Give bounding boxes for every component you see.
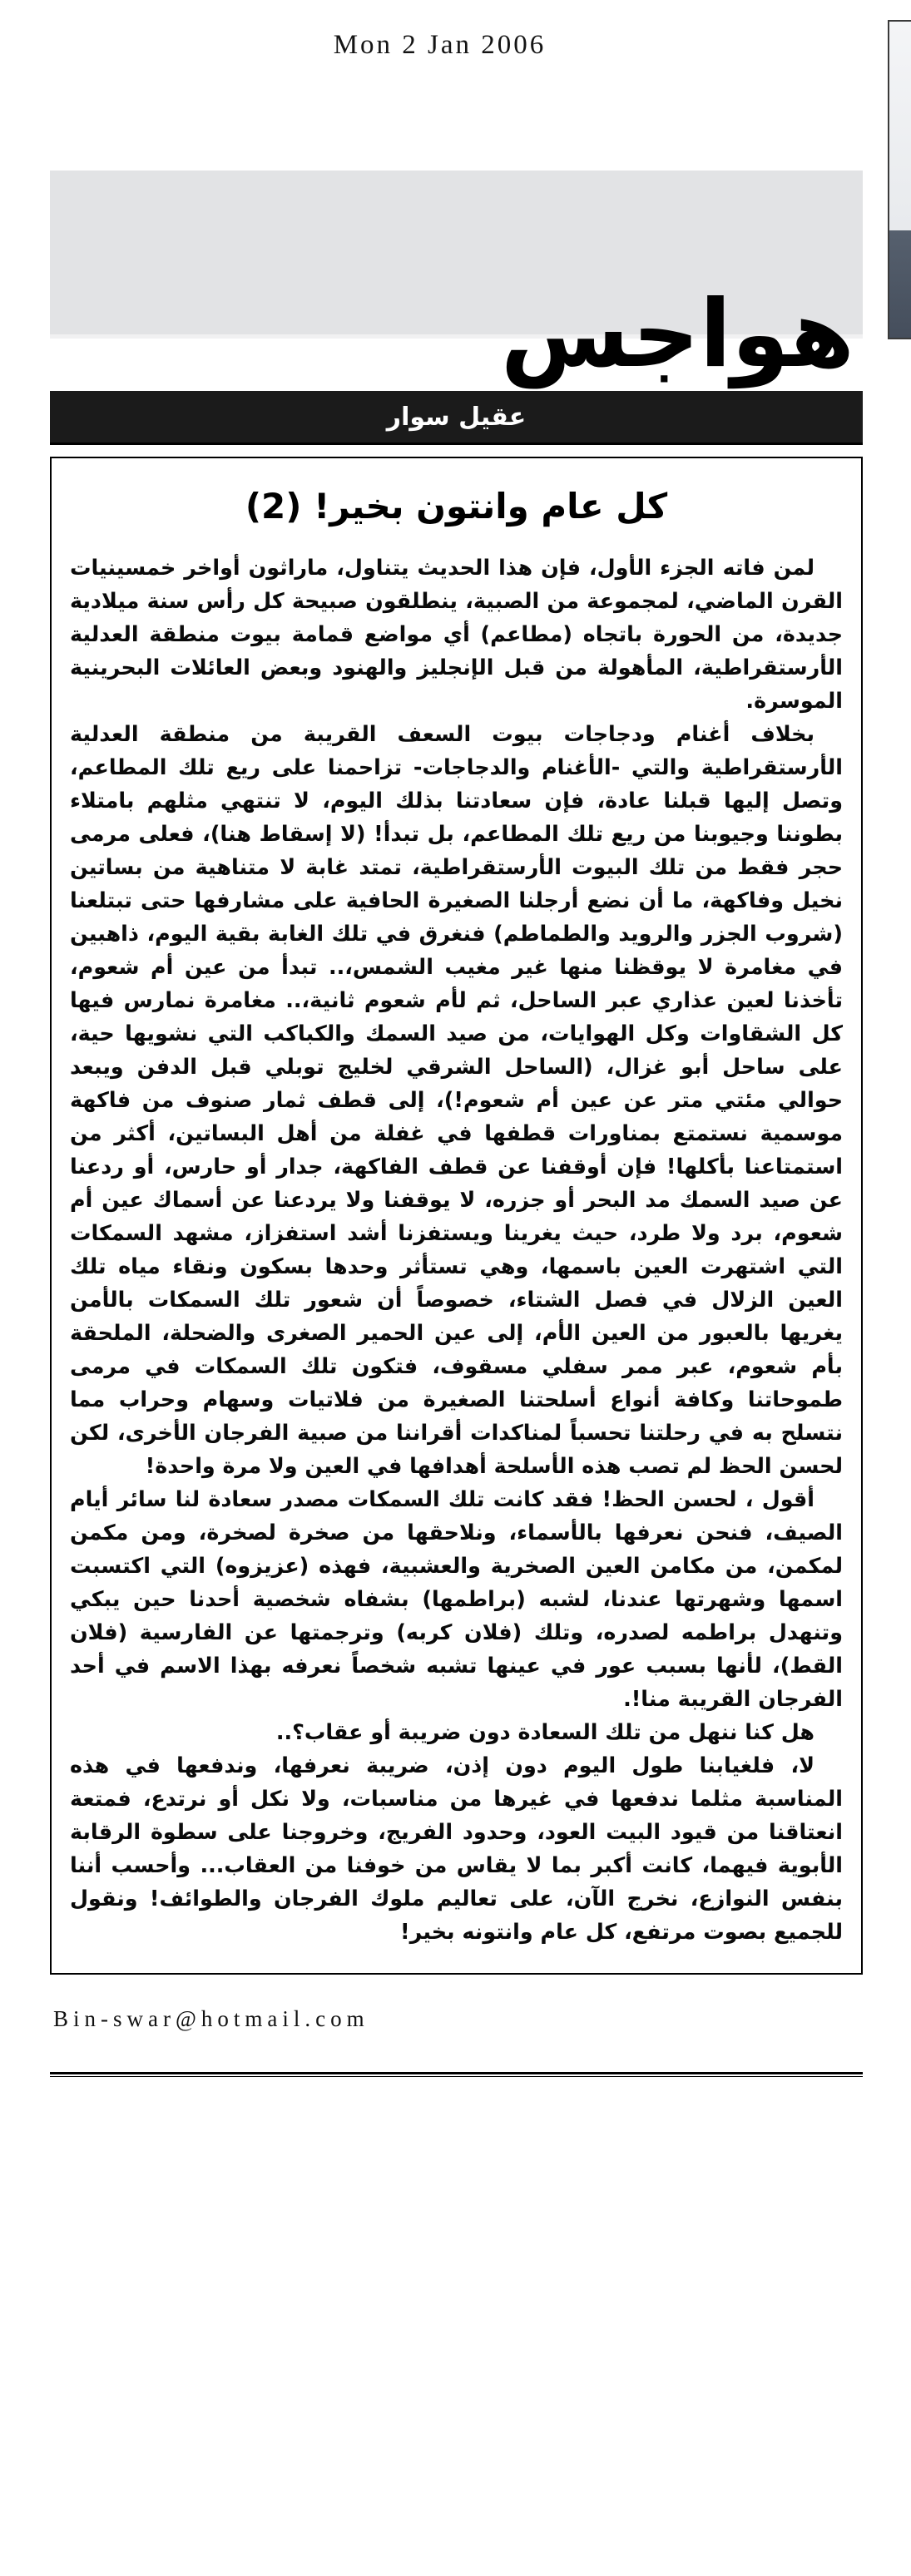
author-portrait-image <box>889 22 911 338</box>
author-byline-bar <box>50 391 863 445</box>
masthead <box>50 0 863 391</box>
article-body <box>70 551 843 1948</box>
publication-date-line <box>50 0 863 61</box>
article-paragraph: لا، فلغيابنا طول اليوم دون إذن، ضريبة نعرفها، وندفعها في هذه المناسبة مثلما ندفعها في غيرها من مناسبات، ولا نكل أو نرتدع، فمتعة انعتاقنا من قيود البيت العود، وحدود الفريج، وخروجنا على سطوة الرقابة الأبوية فيهما، كانت أكبر بما لا يقاس من خوفنا من العقاب... وأحسب أننا بنفس النوازع، نخرج الآن، على تعاليم ملوك الفرجان والطوائف! ونقول للجميع بصوت مرتفع، كل عام وانتونه بخير! <box>70 1752 843 1944</box>
article-paragraph: بخلاف أغنام ودجاجات بيوت السعف القريبة من منطقة العدلية الأرستقراطية والتي -الأغنام والدجاجات- تزاحمنا على ريع تلك المطاعم، وتصل إليها قبلنا عادة، فإن سعادتنا بذلك اليوم، لا تنتهي مثلهم بامتلاء بطوننا وجيوبنا من ريع تلك المطاعم، بل تبدأ! (لا إسقاط هنا)، فعلى مرمى حجر فقط من تلك البيوت الأرستقراطية، تمتد غابة لا متناهية من بساتين نخيل وفاكهة، ما أن نضع أرجلنا الصغيرة الحافية على مشارفها حتى تبتلعنا (شروب الجزر والرويد والطماطم) فنغرق في تلك الغابة بقية اليوم، ذاهبين في مغامرة لا يوقظنا منها غير مغيب الشمس،.. تبدأ من عين أم شعوم، تأخذنا لعين عذاري عبر الساحل، ثم لأم شعوم ثانية،.. مغامرة نمارس فيها كل الشقاوات وكل الهوايات، من صيد السمك والكباكب التي نشويها حية، على ساحل أبو غزال، (الساحل الشرقي لخليج توبلي قبل الدفن ويبعد حوالي مئتي متر عن عين أم شعوم!)، إلى قطف ثمار صنوف من فاكهة موسمية نستمتع بمناورات قطفها في غفلة من أهل البساتين، أكثر من استمتاعنا بأكلها! فإن أوقفنا عن قطف الفاكهة، جدار أو حارس، أو ردعنا عن صيد السمك مد البحر أو جزره، لا يوقفنا ولا يردعنا عن أسماك عين أم شعوم، برد ولا طرد، حيث يغرينا ويستفزنا أشد استفزاز، مشهد السمكات التي اشتهرت العين باسمها، وهي تستأثر وحدها بسكون ونقاء مياه تلك العين الزلال في فصل الشتاء، خصوصاً أن شعور تلك السمكات بالأمن يغريها بالعبور من العين الأم، إلى عين الحمير الصغرى والضحلة، الملحقة بأم شعوم، عبر ممر سفلي مسقوف، فتكون تلك السمكات في مرمى طموحاتنا وكافة أنواع أسلحتنا الصغيرة من فلاتيات وسهام وحراب مما نتسلح به في رحلتنا تحسباً لمناكدات أقراننا من صبية الفرجان الأخرى، لكن لحسن الحظ لم تصب هذه الأسلحة أهدافها في العين ولا مرة واحدة! <box>70 720 843 1478</box>
article-container <box>50 457 863 1975</box>
footer-divider-thin <box>50 2076 863 2077</box>
author-name: عقيل سوار <box>386 402 527 432</box>
article-paragraph: لمن فاته الجزء الأول، فإن هذا الحديث يتناول، ماراثون أواخر خمسينيات القرن الماضي، لمجموعة من الصبية، ينطلقون صبيحة كل رأس سنة ميلادية جديدة، من الحورة باتجاه (مطاعم) أي مواضع قمامة بيوت منطقة العدلية الأرستقراطية، المأهولة من قبل الإنجليز والهنود وبعض العائلات البحرينية الموسرة. <box>70 554 843 713</box>
author-email[interactable]: Bin-swar@hotmail.com <box>53 2005 369 2031</box>
article-paragraph: أقول ، لحسن الحظ! فقد كانت تلك السمكات مصدر سعادة لنا سائر أيام الصيف، فنحن نعرفها بالأسماء، ونلاحقها من صخرة لصخرة، ومن مكمن لمكمن، من مكامن العين الصخرية والعشبية، فهذه (عزيزوه) التي اكتسبت اسمها وشهرتها عندنا، لشبه (براطمها) بشفاه شخصية أحدنا حين يبكي وتنهدل براطمه لصدره، وتلك (فلان كربه) وترجمتها عن الفارسية (فلان القط)، لأنها بسبب عور في عينها تشبه شخصاً نعرفه بهذا الاسم في أحد الفرجان القريبة منا!. <box>70 1486 843 1711</box>
footer-divider-thick <box>50 2072 863 2074</box>
author-portrait-frame <box>888 20 911 339</box>
article-headline: كل عام وانتون بخير! (2) <box>245 486 668 527</box>
column-masthead-title: هواجس <box>500 280 854 388</box>
article-paragraph: هل كنا ننهل من تلك السعادة دون ضريبة أو عقاب؟.. <box>275 1718 814 1744</box>
publication-date: Mon 2 Jan 2006 <box>333 30 547 60</box>
article-footer <box>50 2006 863 2077</box>
